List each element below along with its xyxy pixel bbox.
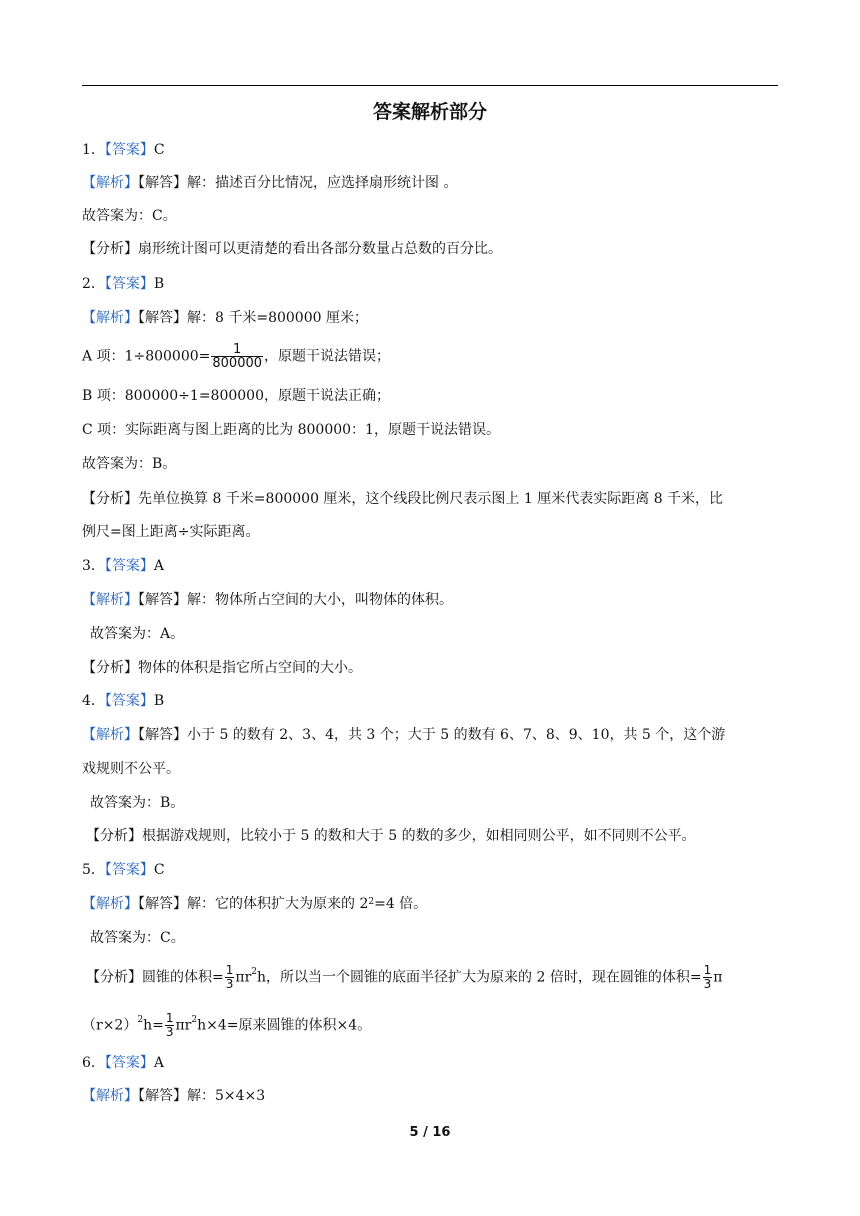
- jieda-tag: 【解答】: [138, 896, 187, 912]
- q4-number: 4．: [82, 693, 105, 709]
- q5-fraction: [225, 964, 235, 991]
- q2-fenxi-1: 先单位换算 8 千米=800000 厘米，这个线段比例尺表示图上 1 厘米代表实际距离 8 千米，比: [138, 491, 724, 507]
- q2-option-b: B 项：800000÷1=800000，原题干说法正确；: [82, 388, 390, 404]
- q5-frac-num: 1: [225, 963, 234, 977]
- q4-conclusion: 故答案为：B。: [90, 795, 185, 811]
- q1-number: 1．: [82, 142, 105, 158]
- q4-fenxi-line: [86, 826, 696, 846]
- q5-exponent: 2: [368, 897, 375, 907]
- q3-answer-line: [82, 556, 164, 576]
- jiexi-tag: 【解析】: [82, 592, 138, 608]
- fenxi-tag: 【分析】: [86, 828, 142, 844]
- q5-jiexi-line: [82, 894, 427, 914]
- q3-fenxi: 物体的体积是指它所占空间的大小。: [138, 660, 362, 676]
- q5-jieda-pre: 解：它的体积扩大为原来的 2: [187, 896, 369, 912]
- q5-fenxi-a: 圆锥的体积=: [142, 969, 224, 986]
- q1-fenxi: 扇形统计图可以更清楚的看出各部分数量占总数的百分比。: [138, 241, 502, 257]
- q1-jiexi-line: [82, 173, 457, 193]
- q6-number: 6．: [82, 1055, 105, 1071]
- q2-a-prefix: A 项：1÷800000=: [82, 348, 211, 365]
- q4-jiexi-line2: 戏规则不公平。: [82, 761, 180, 777]
- q5-frac-den: 3: [225, 977, 234, 991]
- q3-answer: A: [153, 558, 165, 574]
- jiexi-tag: 【解析】: [82, 896, 138, 912]
- q5-sup: 2: [137, 1015, 144, 1025]
- jiexi-tag: 【解析】: [82, 1088, 138, 1104]
- q4-fenxi: 根据游戏规则，比较小于 5 的数和大于 5 的数的多少，如相同则公平，如不同则不公平。: [142, 828, 696, 844]
- jieda-tag: 【解答】: [138, 1088, 187, 1104]
- q2-jiexi-line: [82, 308, 368, 328]
- q5-fenxi-line1: [86, 964, 722, 991]
- q3-jieda: 解：物体所占空间的大小，叫物体的体积。: [187, 592, 453, 608]
- q5-frac-num: 1: [703, 963, 712, 977]
- header-rule: [82, 85, 778, 86]
- q2-fenxi-line1: [82, 489, 723, 509]
- q1-answer: C: [153, 142, 165, 158]
- answer-tag: 【答案】: [104, 142, 154, 158]
- fenxi-tag: 【分析】: [86, 969, 142, 986]
- q4-answer-line: [82, 691, 164, 711]
- q5-sup: 2: [191, 1015, 198, 1025]
- q2-fraction: [211, 343, 263, 370]
- q2-fenxi-line2: 例尺=图上距离÷实际距离。: [82, 524, 260, 540]
- q5-fraction: [165, 1012, 175, 1039]
- page-number: 5 / 16: [409, 1125, 451, 1140]
- q5-frac-num: 1: [165, 1011, 174, 1025]
- page-title: 答案解析部分: [372, 101, 487, 123]
- q1-conclusion: 故答案为：C。: [82, 208, 177, 224]
- q5-fenxi-d: π: [713, 969, 723, 986]
- q5-fraction: [703, 964, 713, 991]
- q6-jiexi-line: [82, 1086, 265, 1106]
- q5-fenxi-line2: [82, 1012, 371, 1039]
- q5-line2-a: （r×2）: [82, 1017, 138, 1034]
- q5-frac-den: 3: [703, 977, 712, 991]
- q6-jieda: 解：5×4×3: [187, 1088, 266, 1104]
- q3-number: 3．: [82, 558, 105, 574]
- q2-frac-den: 800000: [212, 356, 263, 371]
- q2-a-suffix: ，原题干说法错误；: [264, 348, 391, 365]
- q3-fenxi-line: [82, 658, 362, 678]
- q2-jieda: 解：8 千米=800000 厘米；: [187, 310, 368, 326]
- q5-conclusion: 故答案为：C。: [90, 930, 185, 946]
- fenxi-tag: 【分析】: [82, 491, 138, 507]
- q2-number: 2．: [82, 276, 105, 292]
- q1-fenxi-line: [82, 239, 502, 259]
- jiexi-tag: 【解析】: [82, 727, 138, 743]
- q5-number: 5．: [82, 862, 105, 878]
- jieda-tag: 【解答】: [138, 175, 187, 191]
- answer-tag: 【答案】: [104, 862, 154, 878]
- q6-answer-line: [82, 1053, 164, 1073]
- q1-answer-line: [82, 140, 165, 160]
- q4-answer: B: [153, 693, 165, 709]
- q4-jiexi-line1: [82, 725, 725, 745]
- jieda-tag: 【解答】: [138, 592, 187, 608]
- q2-answer: B: [153, 276, 165, 292]
- q2-frac-num: 1: [211, 343, 263, 357]
- q5-frac-den: 3: [165, 1025, 174, 1039]
- answer-tag: 【答案】: [104, 1055, 154, 1071]
- answer-tag: 【答案】: [104, 693, 154, 709]
- q6-answer: A: [153, 1055, 165, 1071]
- q5-jieda-post: =4 倍。: [374, 896, 428, 912]
- q1-jieda: 解：描述百分比情况，应选择扇形统计图 。: [187, 175, 458, 191]
- jiexi-tag: 【解析】: [82, 175, 138, 191]
- q2-conclusion: 故答案为：B。: [82, 456, 177, 472]
- q4-jieda-1: 小于 5 的数有 2、3、4，共 3 个；大于 5 的数有 6、7、8、9、10，共 5 个，这个游: [187, 727, 726, 743]
- q5-line2-d: h×4=原来圆锥的体积×4。: [197, 1017, 372, 1034]
- jieda-tag: 【解答】: [138, 310, 187, 326]
- fenxi-tag: 【分析】: [82, 241, 138, 257]
- answer-tag: 【答案】: [104, 276, 154, 292]
- q5-line2-b: h=: [143, 1017, 164, 1034]
- q5-line2-c: πr: [175, 1017, 192, 1034]
- q5-sup: 2: [251, 967, 258, 977]
- q5-fenxi-b: πr: [235, 969, 252, 986]
- fenxi-tag: 【分析】: [82, 660, 138, 676]
- q3-jiexi-line: [82, 590, 453, 610]
- q5-answer: C: [153, 862, 165, 878]
- q2-answer-line: [82, 274, 164, 294]
- jiexi-tag: 【解析】: [82, 310, 138, 326]
- answer-tag: 【答案】: [104, 558, 154, 574]
- q2-option-a: [82, 343, 390, 370]
- q5-fenxi-c: h，所以当一个圆锥的底面半径扩大为原来的 2 倍时，现在圆锥的体积=: [257, 969, 702, 986]
- q5-answer-line: [82, 860, 165, 880]
- jieda-tag: 【解答】: [138, 727, 187, 743]
- q3-conclusion: 故答案为：A。: [90, 626, 185, 642]
- q2-option-c: C 项：实际距离与图上距离的比为 800000：1，原题干说法错误。: [82, 422, 500, 438]
